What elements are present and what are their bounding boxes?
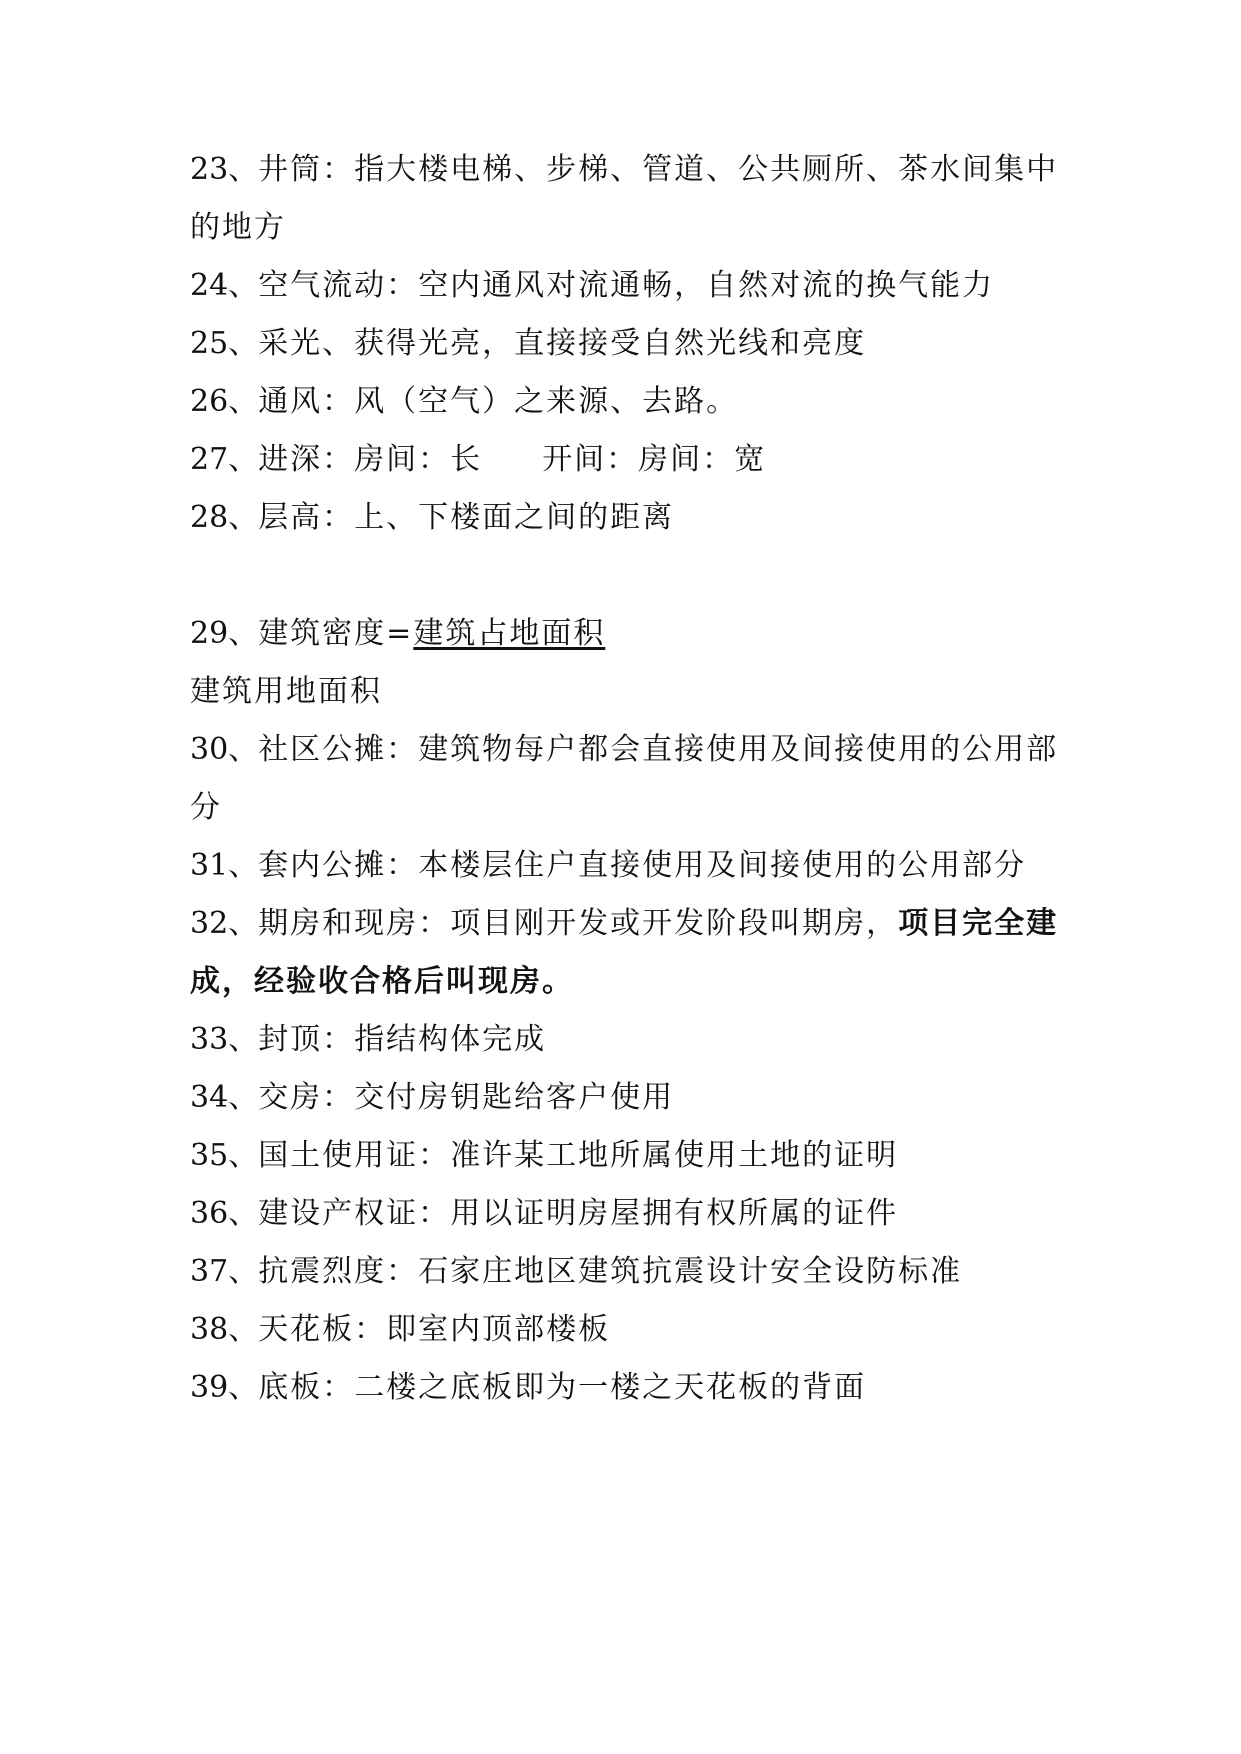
item-25 xyxy=(190,324,1050,364)
item-23-line-2 xyxy=(190,208,1050,248)
formula-numerator: 建筑占地面积 xyxy=(413,616,606,651)
item-definition-emphasis-continued: 成，经验收合格后叫现房。 xyxy=(190,964,574,999)
item-definition: 建筑物每户都会直接使用及间接使用的公用部 xyxy=(418,732,1059,767)
item-27 xyxy=(190,440,1050,480)
item-36 xyxy=(190,1194,1050,1234)
item-31 xyxy=(190,846,1050,886)
item-number: 34、 xyxy=(190,1080,259,1115)
item-32-line-1 xyxy=(190,904,1059,944)
item-24 xyxy=(190,266,1050,306)
item-26 xyxy=(190,382,1050,422)
item-34 xyxy=(190,1078,1050,1118)
item-definition: 即室内顶部楼板 xyxy=(386,1312,611,1347)
item-text: 采光、获得光亮，直接接受自然光线和亮度 xyxy=(258,326,867,361)
item-definition: 石家庄地区建筑抗震设计安全设防标准 xyxy=(418,1254,963,1289)
item-term: 天花板： xyxy=(258,1312,387,1347)
item-definition: 风（空气）之来源、去路。 xyxy=(354,384,739,419)
item-39 xyxy=(190,1368,1050,1408)
item-term: 社区公摊： xyxy=(258,732,419,767)
item-definition: 本楼层住户直接使用及间接使用的公用部分 xyxy=(418,848,1027,883)
item-28 xyxy=(190,498,1050,538)
item-definition: 空内通风对流通畅，自然对流的换气能力 xyxy=(418,268,995,303)
item-38 xyxy=(190,1310,1050,1350)
item-number: 38、 xyxy=(190,1312,259,1347)
item-number: 27、 xyxy=(190,442,259,477)
item-number: 29、 xyxy=(190,616,259,651)
item-term: 抗震烈度： xyxy=(258,1254,419,1289)
item-number: 36、 xyxy=(190,1196,259,1231)
item-number: 31、 xyxy=(190,848,259,883)
item-definition: 指结构体完成 xyxy=(354,1022,547,1057)
item-number: 25、 xyxy=(190,326,259,361)
item-definition-emphasis: 项目完全建 xyxy=(898,906,1059,941)
item-number: 28、 xyxy=(190,500,259,535)
item-definition: 上、下楼面之间的距离 xyxy=(354,500,675,535)
item-definition: 准许某工地所属使用土地的证明 xyxy=(450,1138,899,1173)
item-23-line-1 xyxy=(190,150,1059,190)
item-term: 井筒： xyxy=(258,152,355,187)
item-number: 32、 xyxy=(190,906,259,941)
item-definition-continued: 的地方 xyxy=(190,210,286,245)
item-29-line-2 xyxy=(190,672,1050,712)
item-number: 35、 xyxy=(190,1138,259,1173)
item-term: 封顶： xyxy=(258,1022,355,1057)
item-30-line-2 xyxy=(190,788,1050,828)
item-number: 24、 xyxy=(190,268,259,303)
item-term: 底板： xyxy=(258,1370,355,1405)
item-number: 30、 xyxy=(190,732,259,767)
item-number: 26、 xyxy=(190,384,259,419)
item-37 xyxy=(190,1252,1050,1292)
item-29-line-1 xyxy=(190,614,1050,654)
item-definition-continued: 分 xyxy=(190,790,222,825)
item-term: 层高： xyxy=(258,500,355,535)
item-definition: 用以证明房屋拥有权所属的证件 xyxy=(450,1196,899,1231)
item-definition: 指大楼电梯、步梯、管道、公共厕所、茶水间集中 xyxy=(354,152,1059,187)
item-definition: 交付房钥匙给客户使用 xyxy=(354,1080,675,1115)
item-30-line-1 xyxy=(190,730,1059,770)
item-number: 33、 xyxy=(190,1022,259,1057)
item-term: 期房和现房： xyxy=(258,906,451,941)
item-term: 建设产权证： xyxy=(258,1196,451,1231)
item-number: 23、 xyxy=(190,152,259,187)
item-term: 通风： xyxy=(258,384,355,419)
item-definition: 项目刚开发或开发阶段叫期房， xyxy=(450,906,899,941)
item-number: 37、 xyxy=(190,1254,259,1289)
item-term: 空气流动： xyxy=(258,268,419,303)
item-33 xyxy=(190,1020,1050,1060)
item-35 xyxy=(190,1136,1050,1176)
item-term: 建筑密度= xyxy=(258,616,414,651)
item-number: 39、 xyxy=(190,1370,259,1405)
item-definition: 二楼之底板即为一楼之天花板的背面 xyxy=(354,1370,867,1405)
formula-denominator: 建筑用地面积 xyxy=(190,674,382,709)
item-part-depth: 进深：房间：长 xyxy=(258,442,483,477)
item-part-width: 开间：房间：宽 xyxy=(542,442,767,477)
item-term: 国土使用证： xyxy=(258,1138,451,1173)
item-32-line-2 xyxy=(190,962,1050,1002)
item-term: 套内公摊： xyxy=(258,848,419,883)
item-term: 交房： xyxy=(258,1080,355,1115)
